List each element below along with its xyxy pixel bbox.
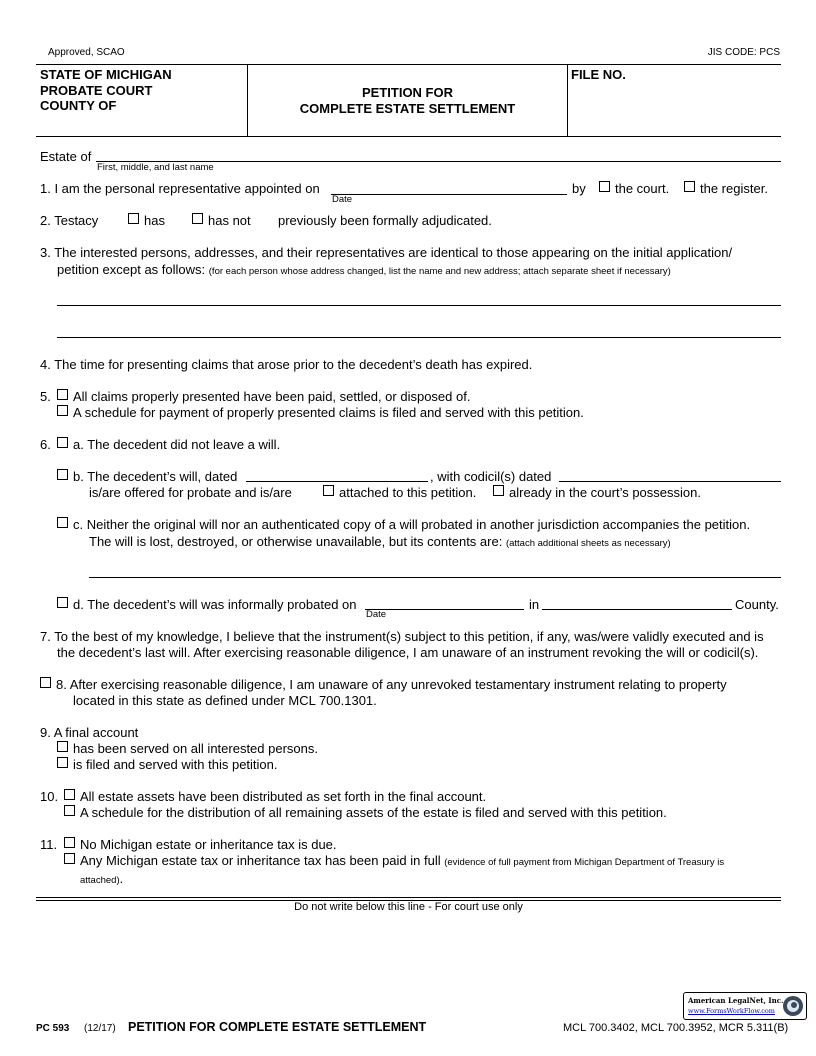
codicil-date-field[interactable] — [559, 481, 781, 482]
informal-probate-date-field[interactable] — [365, 609, 524, 610]
court-use-label: Do not write below this line - For court use only — [294, 901, 523, 913]
checkbox-item8[interactable] — [40, 677, 51, 688]
item1-date-hint: Date — [332, 194, 353, 205]
item6-d-text: d. The decedent’s will was informally probated on — [73, 597, 357, 612]
checkbox-6a[interactable] — [57, 437, 68, 448]
will-contents-field[interactable] — [89, 577, 781, 578]
item8-line1: 8. After exercising reasonable diligence, I am unaware of any unrevoked testamentary instrument relating to property — [56, 677, 727, 692]
legalnet-logo — [683, 992, 807, 1020]
file-no-label: FILE NO. — [571, 67, 626, 82]
item6-c-line1: c. Neither the original will nor an authenticated copy of a will probated in another jurisdiction accompanies the petition. — [73, 517, 751, 532]
item9-opt-b: is filed and served with this petition. — [73, 757, 278, 772]
checkbox-6b-attached[interactable] — [323, 485, 334, 496]
checkbox-claims-schedule[interactable] — [57, 405, 68, 416]
item7-line2: the decedent’s last will. After exercising reasonable diligence, I am unaware of an instrument revoking the will or codicil(s). — [57, 645, 759, 660]
item6-c-line2-main: The will is lost, destroyed, or otherwise unavailable, but its contents are: — [89, 534, 503, 549]
item1-text: 1. I am the personal representative appointed on — [40, 181, 320, 196]
checkbox-6c[interactable] — [57, 517, 68, 528]
checkbox-no-tax-due[interactable] — [64, 837, 75, 848]
item6-d-in: in — [529, 597, 540, 612]
item4-text: 4. The time for presenting claims that arose prior to the decedent’s death has expired. — [40, 357, 533, 372]
item5-opt-b: A schedule for payment of properly presented claims is filed and served with this petition. — [73, 405, 584, 420]
informal-probate-county-field[interactable] — [542, 609, 732, 610]
item2-has-label: has — [144, 213, 165, 228]
checkbox-testacy-has-not[interactable] — [192, 213, 203, 224]
estate-name-hint: First, middle, and last name — [97, 162, 214, 173]
item3-line2 — [57, 262, 671, 277]
will-date-field[interactable] — [246, 481, 428, 482]
checkbox-6b-in-court[interactable] — [493, 485, 504, 496]
item5-num: 5. — [40, 389, 51, 404]
item3-line1: 3. The interested persons, addresses, and their representatives are identical to those appearing on the initial application/ — [40, 245, 733, 260]
item8-line2: located in this state as defined under MCL 700.1301. — [73, 693, 377, 708]
item1-register-label: the register. — [700, 181, 768, 196]
item2-label: 2. Testacy — [40, 213, 99, 228]
item7-line1: 7. To the best of my knowledge, I believe that the instrument(s) subject to this petition, if any, was/were validly executed and is — [40, 629, 764, 644]
item1-by: by — [572, 181, 586, 196]
item6-c-line2-note: (attach additional sheets as necessary) — [505, 538, 671, 549]
item6-b-text: b. The decedent’s will, dated — [73, 469, 238, 484]
footer-title: PETITION FOR COMPLETE ESTATE SETTLEMENT — [128, 1020, 427, 1034]
item11-opt-a: No Michigan estate or inheritance tax is due. — [80, 837, 337, 852]
item3-line2-note: (for each person whose address changed, list the name and new address; attach separate sheet if necessary) — [208, 266, 671, 277]
item5-opt-a: All claims properly presented have been paid, settled, or disposed of. — [73, 389, 471, 404]
checkbox-account-served[interactable] — [57, 741, 68, 752]
checkbox-6b[interactable] — [57, 469, 68, 480]
checkbox-by-court[interactable] — [599, 181, 610, 192]
form-title — [248, 85, 567, 117]
court-use-rule-1 — [36, 897, 781, 898]
form-number: PC 593 — [36, 1023, 70, 1034]
item6-b-opt2: already in the court’s possession. — [509, 485, 701, 500]
item1-court-label: the court. — [615, 181, 670, 196]
item6-d-county: County. — [735, 597, 779, 612]
title-line-1: PETITION FOR — [362, 85, 453, 100]
item6-c-line2 — [89, 534, 671, 549]
item9-opt-a: has been served on all interested persons. — [73, 741, 318, 756]
item6-a-text: a. The decedent did not leave a will. — [73, 437, 281, 452]
header-bottom-rule — [36, 136, 781, 137]
logo-url: www.FormsWorkFlow.com — [688, 1007, 775, 1015]
item6-d-date-hint: Date — [366, 609, 387, 620]
item6-b-codicil: , with codicil(s) dated — [430, 469, 552, 484]
checkbox-tax-paid[interactable] — [64, 853, 75, 864]
item10-num: 10. — [40, 789, 59, 804]
court-block — [40, 67, 172, 114]
item6-b-line2: is/are offered for probate and is/are — [89, 485, 292, 500]
court-line-probate: PROBATE COURT — [40, 82, 153, 98]
footer-refs: MCL 700.3402, MCL 700.3952, MCR 5.311(B) — [563, 1022, 789, 1034]
item10-opt-a: All estate assets have been distributed as set forth in the final account. — [80, 789, 487, 804]
item11-opt-b-main: Any Michigan estate tax or inheritance tax has been paid in full — [80, 853, 441, 868]
item3-line2-main: petition except as follows: — [57, 262, 206, 277]
header-top-rule — [36, 64, 781, 65]
item11-opt-b — [80, 853, 724, 868]
item9-label: 9. A final account — [40, 725, 139, 740]
form-revision: (12/17) — [84, 1023, 116, 1034]
court-line-county: COUNTY OF — [40, 98, 117, 113]
item3-entry-line-1[interactable] — [57, 305, 781, 306]
item11-opt-b-note: (evidence of full payment from Michigan Department of Treasury is — [444, 857, 725, 868]
title-line-2: COMPLETE ESTATE SETTLEMENT — [299, 101, 516, 116]
item2-tail: previously been formally adjudicated. — [278, 213, 492, 228]
item11-num: 11. — [40, 837, 58, 852]
checkbox-assets-distributed[interactable] — [64, 789, 75, 800]
checkbox-testacy-has[interactable] — [128, 213, 139, 224]
appointed-date-field[interactable] — [331, 194, 567, 195]
item3-entry-line-2[interactable] — [57, 337, 781, 338]
checkbox-6d[interactable] — [57, 597, 68, 608]
checkbox-distribution-schedule[interactable] — [64, 805, 75, 816]
item6-num: 6. — [40, 437, 51, 452]
checkbox-claims-paid[interactable] — [57, 389, 68, 400]
jis-code: JIS CODE: PCS — [707, 47, 780, 58]
checkbox-by-register[interactable] — [684, 181, 695, 192]
item10-opt-b: A schedule for the distribution of all remaining assets of the estate is filed and served with this petition. — [80, 805, 667, 820]
header-divider-2 — [567, 64, 568, 137]
estate-label: Estate of — [40, 149, 92, 164]
item6-b-opt1: attached to this petition. — [339, 485, 477, 500]
court-line-state: STATE OF MICHIGAN — [40, 67, 172, 82]
logo-globe-icon — [782, 995, 804, 1017]
checkbox-account-filed[interactable] — [57, 757, 68, 768]
item11-opt-b-note2: attached). — [80, 871, 124, 886]
logo-company: American LegalNet, Inc. — [688, 996, 784, 1005]
approved-text: Approved, SCAO — [48, 47, 125, 58]
item2-hasnot-label: has not — [208, 213, 251, 228]
